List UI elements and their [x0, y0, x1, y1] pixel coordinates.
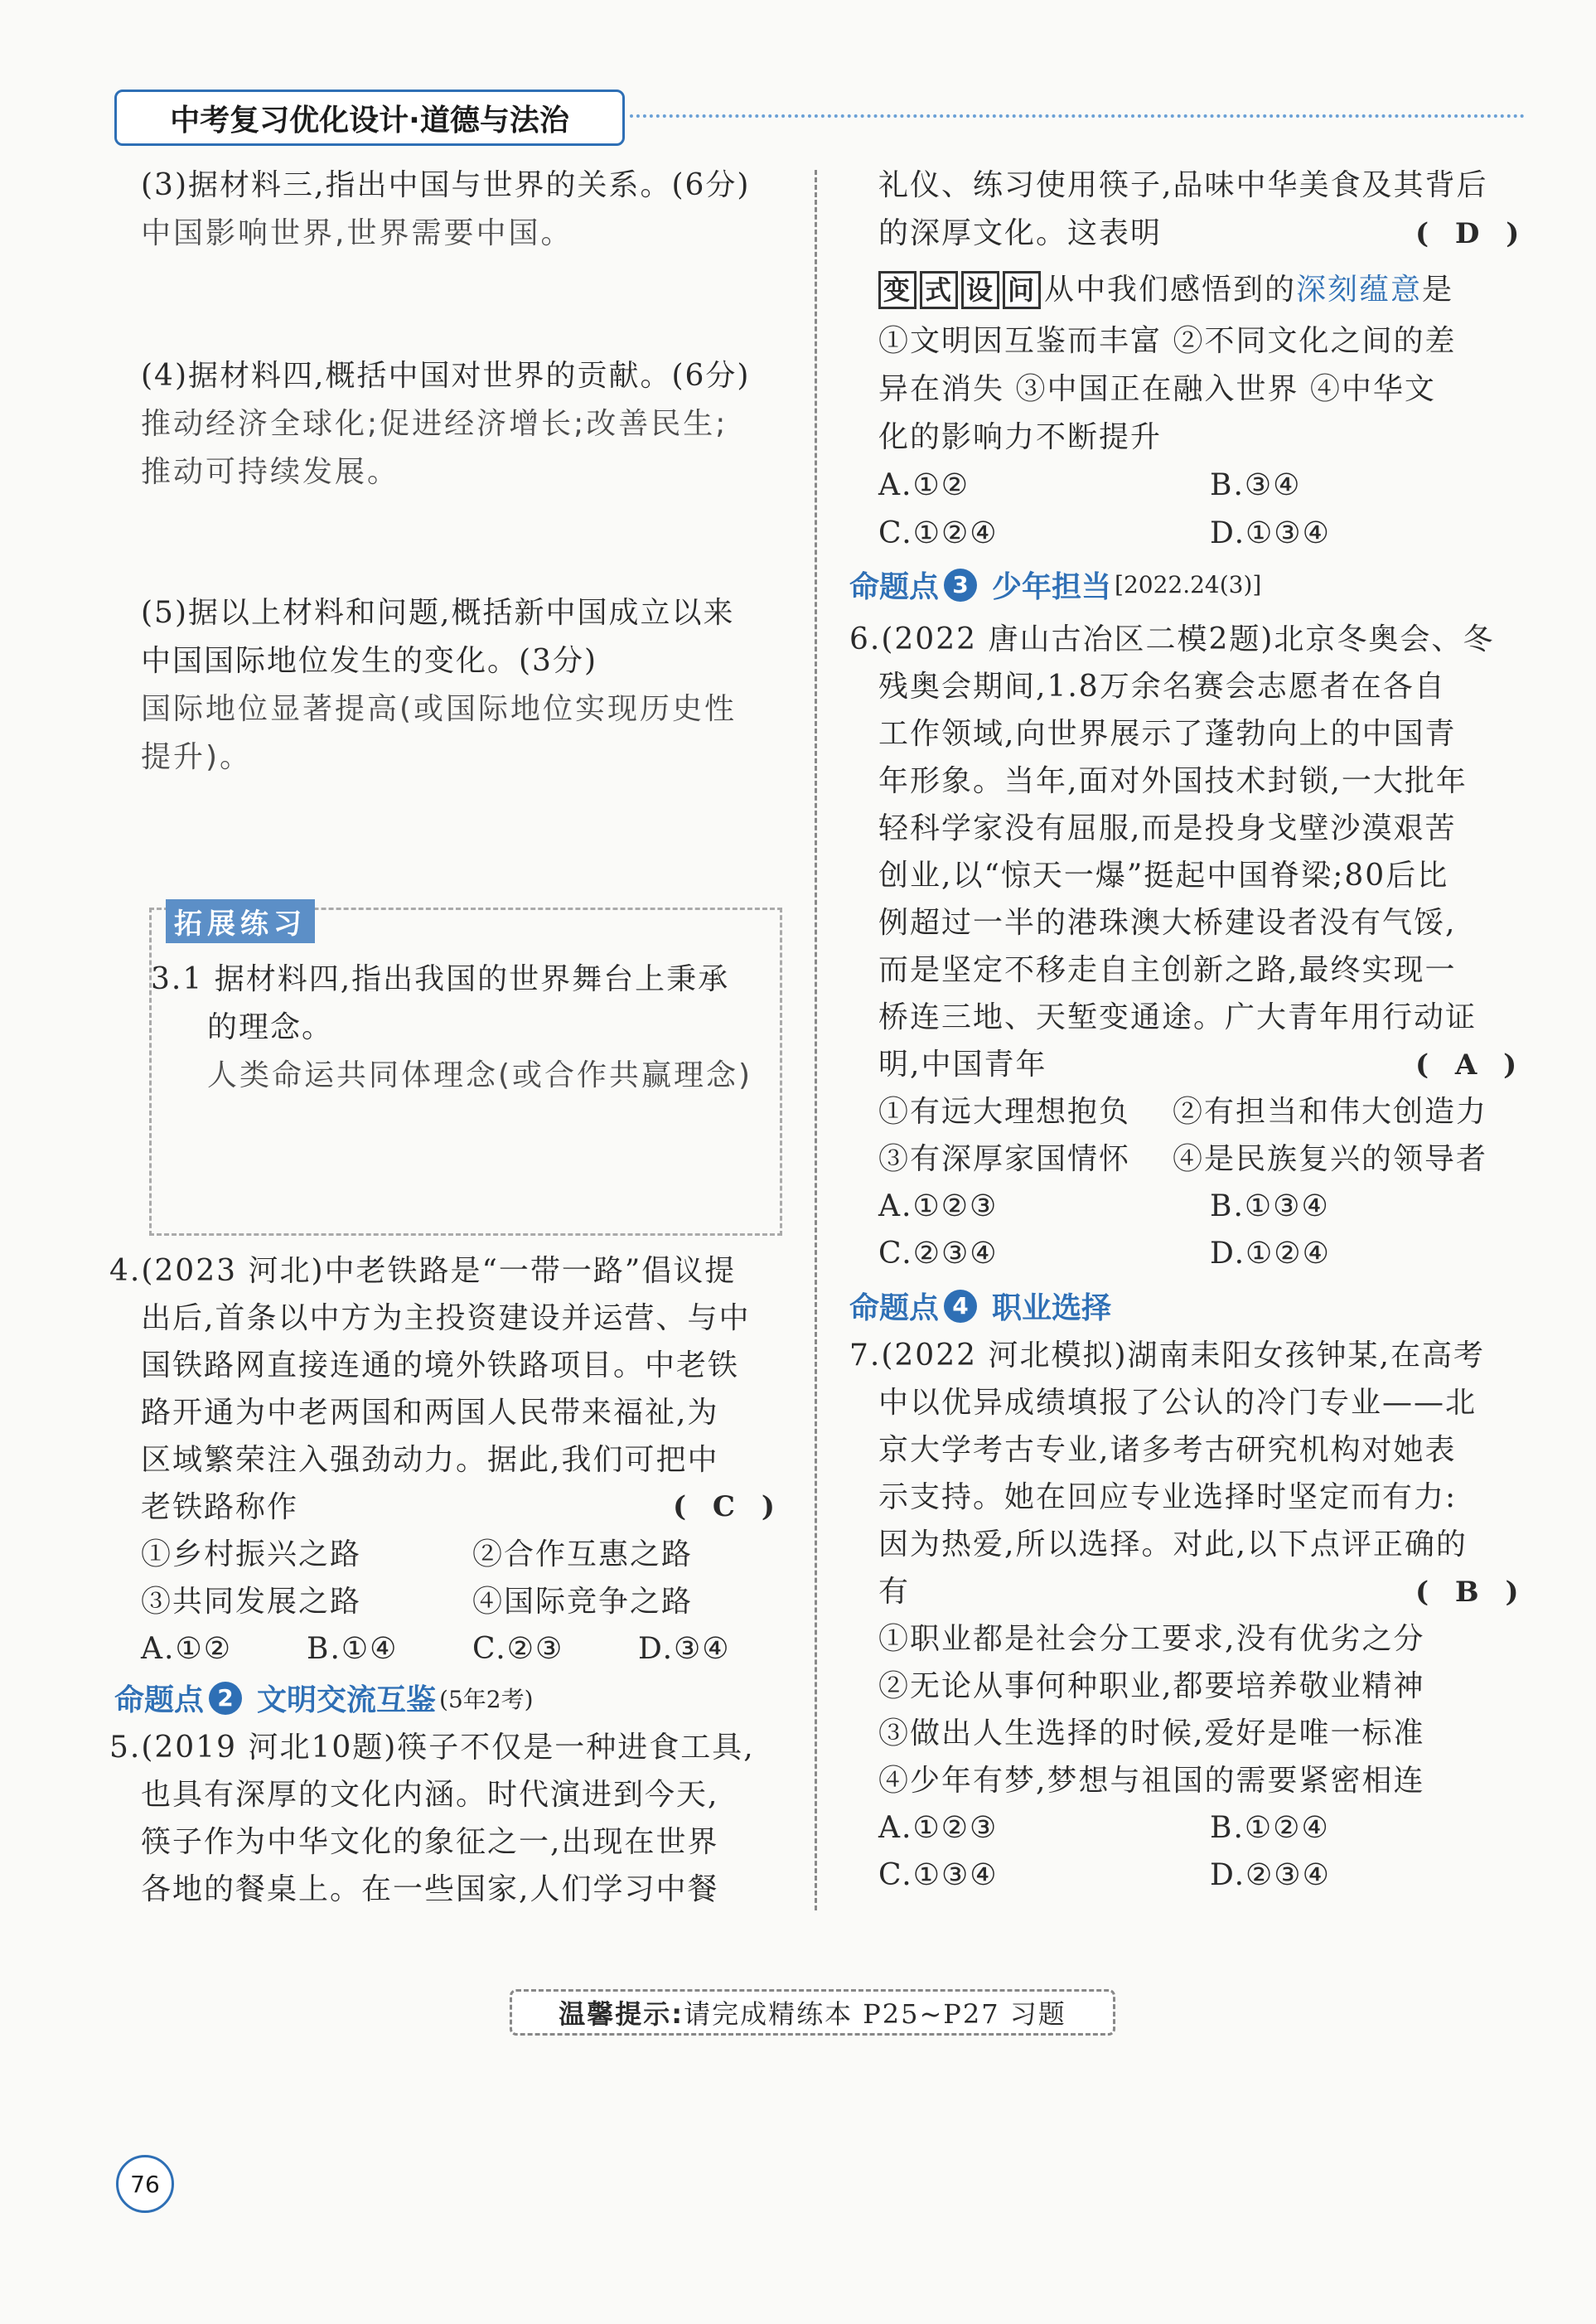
page-header — [114, 90, 625, 146]
q4b-choice: D.③④ — [638, 1632, 731, 1666]
q4b-line: 区域繁荣注入强劲动力。据此,我们可把中 — [141, 1443, 719, 1477]
q4-answer-line: 推动经济全球化;促进经济增长;改善民生; — [141, 407, 728, 441]
q6-option: ②有担当和伟大创造力 — [1173, 1095, 1488, 1129]
extension-tag: 拓展练习 — [166, 899, 315, 943]
q4b-line: 4.(2023 河北)中老铁路是“一带一路”倡议提 — [109, 1254, 737, 1288]
q4-answer-line: 推动可持续发展。 — [141, 455, 400, 489]
q4b-choice: A.①② — [141, 1632, 232, 1666]
variant-char-box: 变 — [878, 271, 916, 309]
q5-choice: C.①②④ — [878, 516, 999, 550]
variant-char-box: 设 — [961, 271, 999, 309]
extension-line: 的理念。 — [207, 1010, 334, 1044]
q6-option: ①有远大理想抱负 — [878, 1095, 1131, 1129]
q6-choice: B.①③④ — [1210, 1189, 1330, 1223]
column-divider — [815, 170, 817, 1910]
q5b-line: 筷子作为中华文化的象征之一,出现在世界 — [141, 1825, 719, 1859]
q7-option: ②无论从事何种职业,都要培养敬业精神 — [878, 1669, 1425, 1703]
q6-line: 工作领域,向世界展示了蓬勃向上的中国青 — [878, 717, 1457, 751]
q4b-option: ②合作互惠之路 — [472, 1537, 694, 1571]
header-title: 中考复习优化设计·道德与法治 — [170, 103, 569, 138]
q5-cont-line: 的深厚文化。这表明 — [878, 216, 1163, 250]
topic-number-badge: 2 — [209, 1682, 242, 1715]
q5-prompt-line: 中国国际地位发生的变化。(3分) — [141, 644, 597, 678]
q5-prompt-line: (5)据以上材料和问题,概括新中国成立以来 — [141, 596, 735, 630]
q6-line: 年形象。当年,面对外国技术封锁,一大批年 — [878, 764, 1468, 798]
q5-option-line: 化的影响力不断提升 — [878, 420, 1163, 454]
q5-answer: ( D ) — [1415, 217, 1528, 250]
q6-line: 6.(2022 唐山古冶区二模2题)北京冬奥会、冬 — [849, 622, 1495, 656]
q5-choice: D.①③④ — [1210, 516, 1331, 550]
q5-choice: B.③④ — [1210, 468, 1302, 502]
q6-option: ③有深厚家国情怀 — [878, 1142, 1131, 1176]
topic-number-badge: 4 — [944, 1290, 977, 1323]
variant-char-box: 问 — [1003, 271, 1041, 309]
q7-line: 有 — [878, 1575, 911, 1609]
q5-answer-line: 国际地位显著提高(或国际地位实现历史性 — [141, 692, 738, 726]
q5b-line: 也具有深厚的文化内涵。时代演进到今天, — [141, 1778, 719, 1812]
topic-2-heading — [114, 1677, 534, 1719]
q5-option-line: ①文明因互鉴而丰富 ②不同文化之间的差 — [878, 324, 1457, 358]
q7-line: 中以优异成绩填报了公认的冷门专业——北 — [878, 1386, 1478, 1420]
topic-title: 文明交流互鉴 — [257, 1683, 437, 1717]
q6-answer: ( A ) — [1415, 1048, 1526, 1082]
variant-question — [878, 270, 1453, 310]
tip-box — [510, 1989, 1115, 2036]
q7-choice: B.①②④ — [1210, 1811, 1330, 1845]
q6-choice: D.①②④ — [1210, 1237, 1331, 1271]
topic-title: 职业选择 — [992, 1291, 1112, 1325]
variant-char-box: 式 — [920, 271, 958, 309]
q4b-choice: B.①④ — [307, 1632, 399, 1666]
q3-prompt: (3)据材料三,指出中国与世界的关系。(6分) — [141, 168, 751, 202]
topic-note: [2022.24(3)] — [1115, 571, 1262, 598]
q6-line: 例超过一半的港珠澳大桥建设者没有气馁, — [878, 906, 1457, 940]
q7-line: 7.(2022 河北模拟)湖南耒阳女孩钟某,在高考 — [849, 1339, 1485, 1373]
q5b-line: 各地的餐桌上。在一些国家,人们学习中餐 — [141, 1872, 719, 1906]
variant-highlight: 深刻蕴意 — [1296, 273, 1423, 307]
tip-text: 请完成精练本 P25~P27 习题 — [684, 1998, 1066, 2030]
q6-line: 残奥会期间,1.8万余名赛会志愿者在各自 — [878, 670, 1446, 704]
q5-cont-line: 礼仪、练习使用筷子,品味中华美食及其背后 — [878, 168, 1488, 202]
q4b-line: 出后,首条以中方为主投资建设并运营、与中 — [141, 1301, 751, 1335]
tip-label: 温馨提示: — [559, 1998, 684, 2030]
q7-choice: A.①②③ — [878, 1811, 999, 1845]
q4b-line: 国铁路网直接连通的境外铁路项目。中老铁 — [141, 1348, 740, 1382]
page-number-text: 76 — [130, 2170, 160, 2198]
q7-line: 示支持。她在回应专业选择时坚定而有力: — [878, 1480, 1458, 1514]
q6-line: 创业,以“惊天一爆”挺起中国脊梁;80后比 — [878, 859, 1449, 893]
q7-choice: D.②③④ — [1210, 1858, 1331, 1892]
q4b-answer: ( C ) — [673, 1490, 783, 1523]
q3-answer: 中国影响世界,世界需要中国。 — [141, 216, 573, 250]
q7-line: 京大学考古专业,诸多考古研究机构对她表 — [878, 1433, 1457, 1467]
q5-option-line: 异在消失 ③中国正在融入世界 ④中华文 — [878, 372, 1436, 406]
q4b-line: 老铁路称作 — [141, 1490, 299, 1524]
topic-label: 命题点 — [849, 570, 940, 604]
topic-4-heading — [849, 1285, 1111, 1327]
extension-answer: 人类命运共同体理念(或合作共赢理念) — [207, 1058, 753, 1092]
header-dotted-rule — [630, 114, 1525, 118]
q6-line: 而是坚定不移走自主创新之路,最终实现一 — [878, 953, 1457, 987]
q4-prompt: (4)据材料四,概括中国对世界的贡献。(6分) — [141, 359, 751, 393]
topic-label: 命题点 — [849, 1291, 940, 1325]
topic-title: 少年担当 — [992, 570, 1112, 604]
q4b-option: ①乡村振兴之路 — [141, 1537, 362, 1571]
q7-option: ③做出人生选择的时候,爱好是唯一标准 — [878, 1716, 1425, 1750]
extension-line: 3.1 据材料四,指出我国的世界舞台上秉承 — [151, 962, 730, 996]
page-number — [116, 2155, 174, 2213]
q4b-option: ③共同发展之路 — [141, 1585, 362, 1619]
topic-number-badge: 3 — [944, 569, 977, 602]
topic-label: 命题点 — [114, 1683, 205, 1717]
q6-choice: A.①②③ — [878, 1189, 999, 1223]
q7-line: 因为热爱,所以选择。对此,以下点评正确的 — [878, 1528, 1468, 1561]
q4b-option: ④国际竞争之路 — [472, 1585, 694, 1619]
q5-choice: A.①② — [878, 468, 970, 502]
q5-answer-line: 提升)。 — [141, 740, 253, 774]
q6-option: ④是民族复兴的领导者 — [1173, 1142, 1488, 1176]
q7-option: ①职业都是社会分工要求,没有优劣之分 — [878, 1622, 1425, 1656]
variant-tail: 是 — [1422, 273, 1454, 307]
q6-line: 明,中国青年 — [878, 1048, 1047, 1082]
q6-line: 轻科学家没有屈服,而是投身戈壁沙漠艰苦 — [878, 811, 1457, 845]
q4b-line: 路开通为中老两国和两国人民带来福祉,为 — [141, 1396, 719, 1430]
q4b-choice: C.②③ — [472, 1632, 564, 1666]
topic-note: (5年2考) — [439, 1685, 534, 1713]
variant-text: 从中我们感悟到的 — [1044, 273, 1297, 307]
q7-answer: ( B ) — [1415, 1576, 1527, 1609]
q6-line: 桥连三地、天堑变通途。广大青年用行动证 — [878, 1000, 1478, 1034]
q5b-line: 5.(2019 河北10题)筷子不仅是一种进食工具, — [109, 1731, 755, 1765]
topic-3-heading — [849, 564, 1261, 606]
q7-choice: C.①③④ — [878, 1858, 999, 1892]
q7-option: ④少年有梦,梦想与祖国的需要紧密相连 — [878, 1764, 1425, 1798]
q6-choice: C.②③④ — [878, 1237, 999, 1271]
